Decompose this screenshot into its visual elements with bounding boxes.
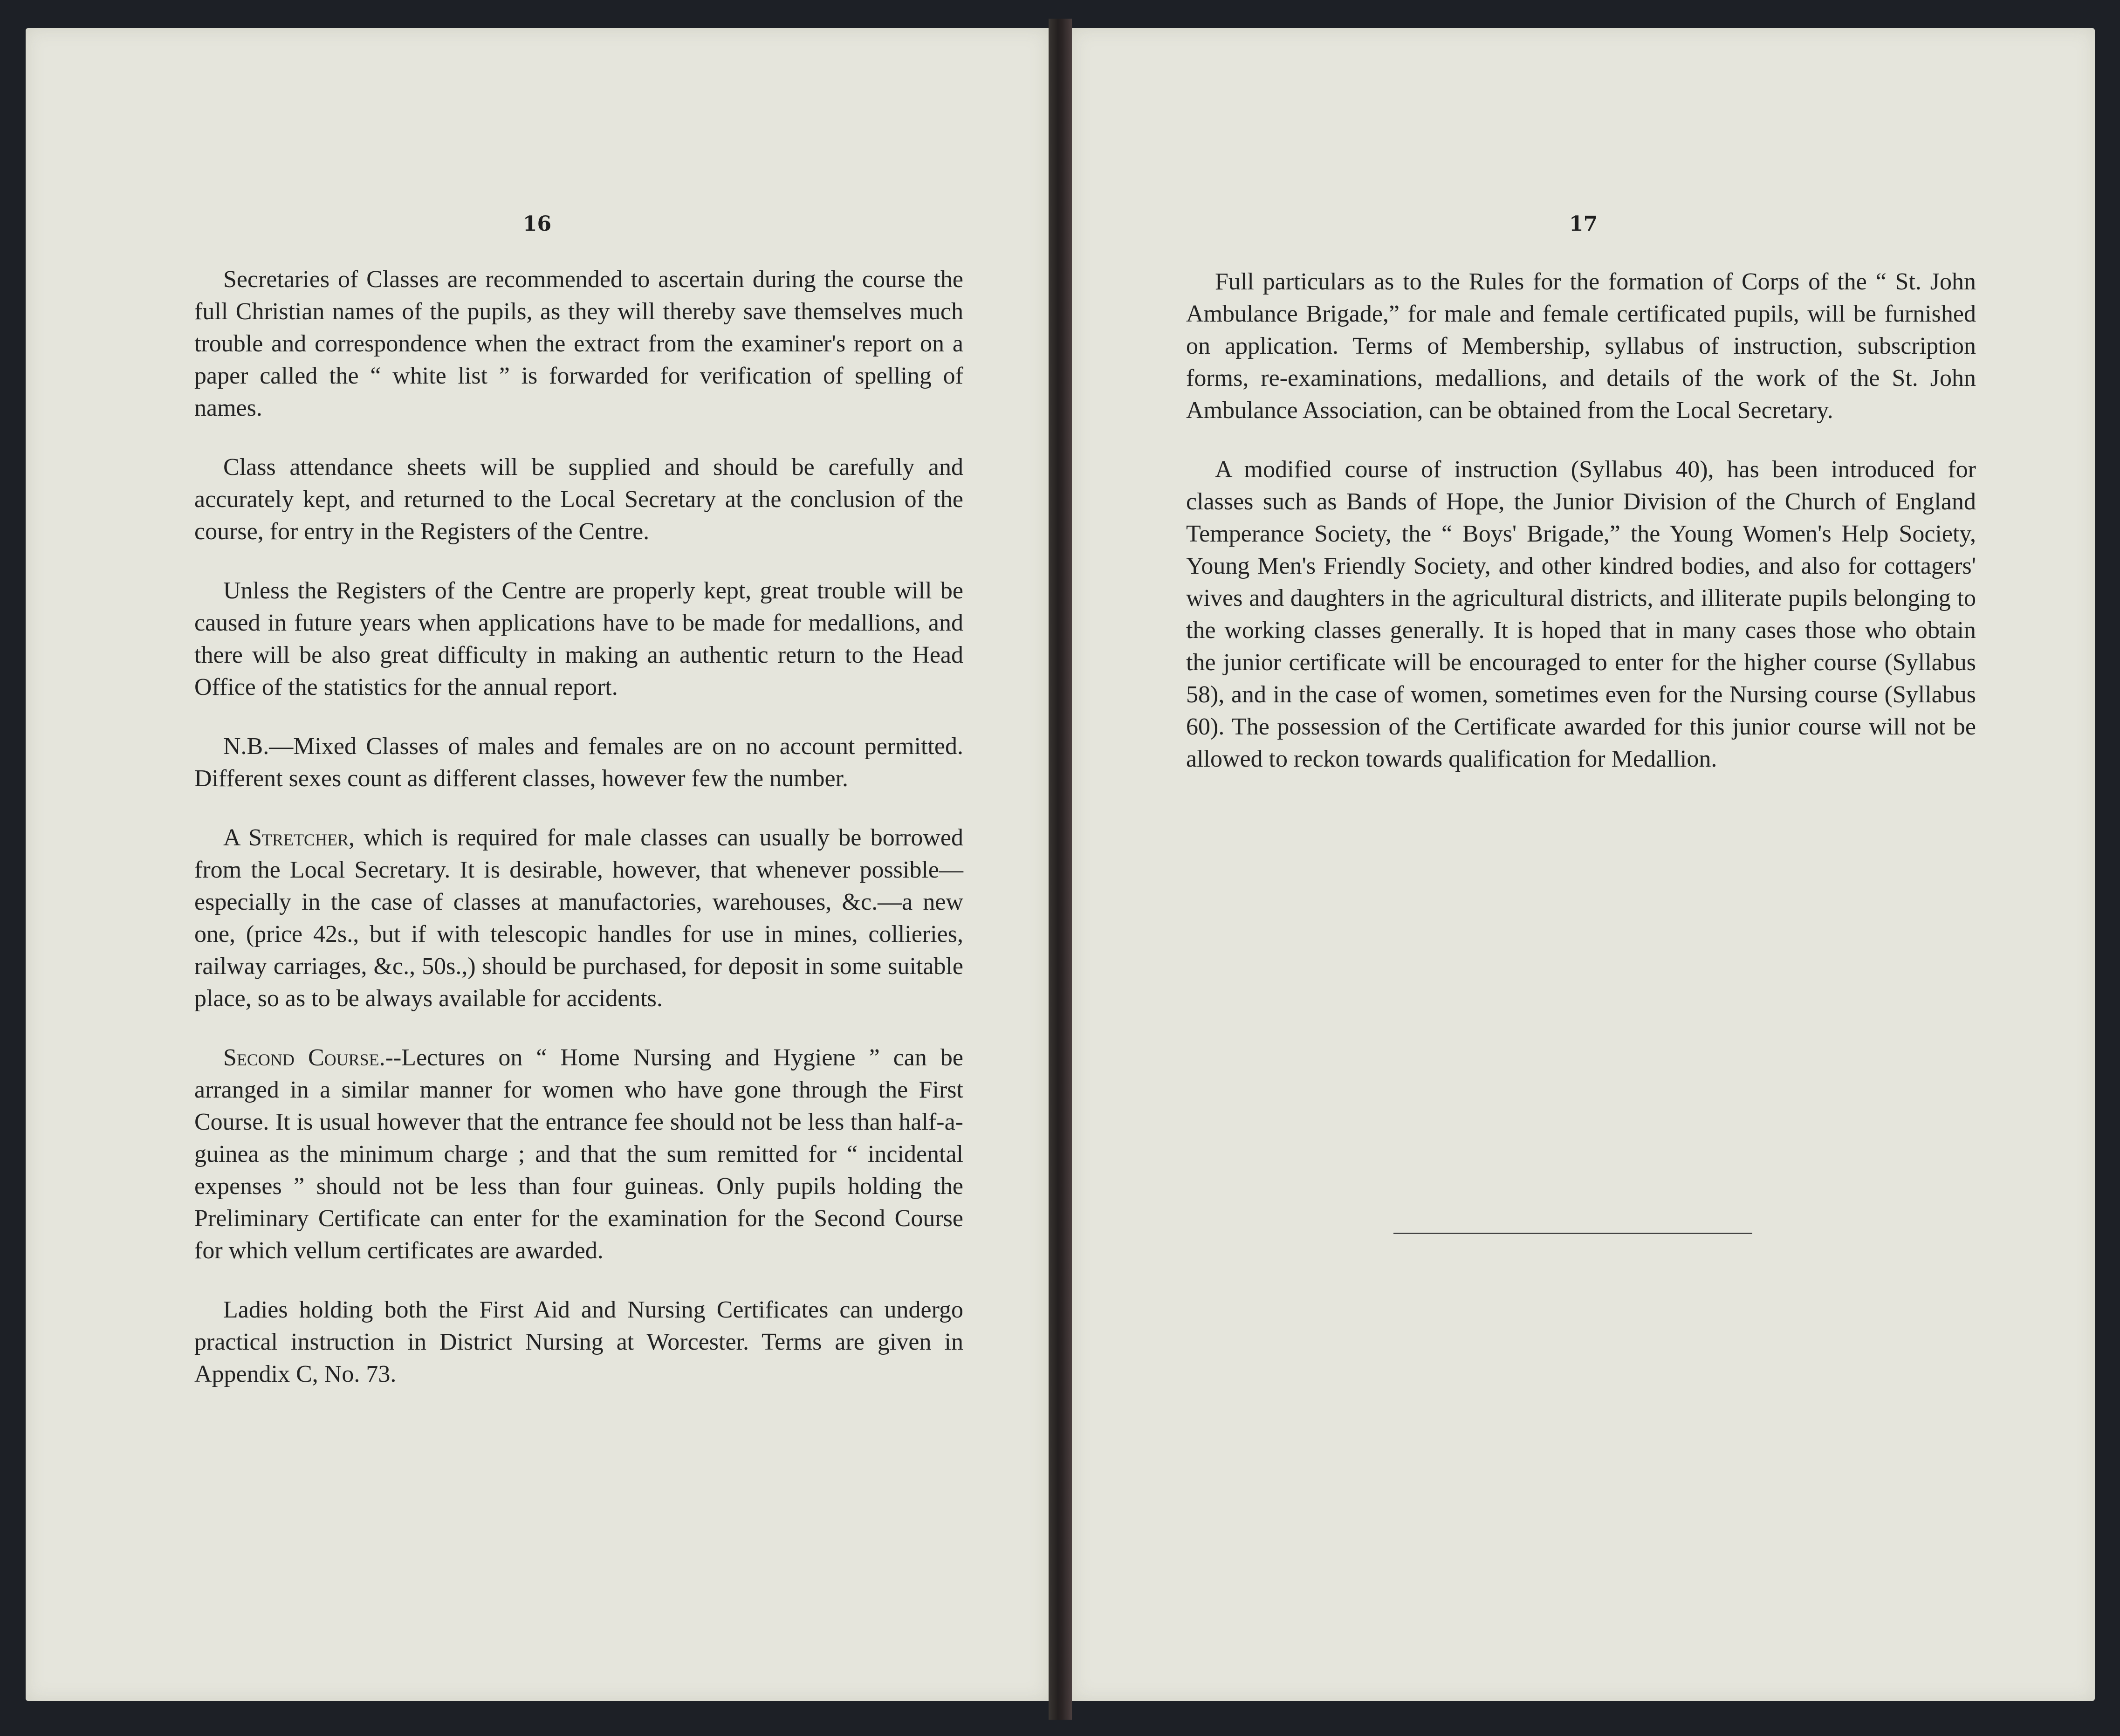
stretcher-heading: A Stretcher, — [223, 824, 355, 851]
left-page — [26, 28, 1049, 1701]
stretcher-text: which is required for male classes can usually be borrowed from the Local Secretary. It is desirable, however, that whenever possible—especially in the case of classes at manufactories, warehouses, &c.—a new one, (price 42s., but if with telescopic handles for use in mines, collieries, railway carriages, &c., 50s.,) should be purchased, for deposit in some suitable place, so as to be always available for accidents. — [194, 824, 963, 1012]
paragraph-secretaries: Secretaries of Classes are recommended to ascertain during the course the full Christian names of the pupils, as they will thereby save themselves much trouble and correspondence when the extract from the examiner's report on a paper called the “ white list ” is forwarded for verification of spelling of names. — [194, 266, 963, 421]
right-page-text — [1186, 266, 1976, 802]
paragraph-nb-mixed-classes: N.B.—Mixed Classes of males and females are on no account permitted. Different sexes count as different classes, however few the number. — [194, 733, 963, 792]
paragraph-modified-course: A modified course of instruction (Syllabus 40), has been introduced for classes such as Bands of Hope, the Junior Division of the Church of England Temperance Society, the “ Boys' Brigade,” the Young Women's Help Society, Young Men's Friendly Society, and other kindred bodies, and also for cottagers' wives and daughters in the agricultural districts, and illiterate pupils belonging to the working classes generally. It is hoped that in many cases those who obtain the junior certificate will be encouraged to enter for the higher course (Syllabus 58), and in the case of women, sometimes even for the Nursing course (Syllabus 60). The possession of the Certificate awarded for this junior course will not be allowed to reckon towards qualification for Medallion. — [1186, 456, 1976, 772]
page-number: 17 — [1569, 212, 1598, 236]
paragraph-registers: Unless the Registers of the Centre are properly kept, great trouble will be caused in future years when applications have to be made for medallions, and there will be also great difficulty in making an authentic return to the Head Office of the statistics for the annual report. — [194, 577, 963, 700]
page-number: 16 — [522, 212, 552, 236]
second-course-heading: Second Course. — [223, 1044, 385, 1071]
left-page-text — [194, 263, 963, 1417]
paragraph-second-course — [194, 1042, 963, 1267]
paragraph-attendance: Class attendance sheets will be supplied and should be carefully and accurately kept, and returned to the Local Secretary at the conclusion of the course, for entry in the Registers of the Centre. — [194, 454, 963, 545]
paragraph-brigade: Full particulars as to the Rules for the formation of Corps of the “ St. John Ambulance Brigade,” for male and female certificated pupils, will be furnished on application. Terms of Membership, syllabus of instruction, subscription forms, re-examinations, medallions, and details of the work of the St. John Ambulance Association, can be obtained from the Local Secretary. — [1186, 268, 1976, 424]
section-divider — [1393, 1233, 1752, 1234]
paragraph-stretcher — [194, 822, 963, 1015]
second-course-text: --Lectures on “ Home Nursing and Hygiene ” can be arranged in a similar manner for women who have gone through the First Course. It is usual however that the entrance fee should not be less than half-a-guinea as the minimum charge ; and that the sum remitted for “ incidental expenses ” should not be less than four guineas. Only pupils holding the Preliminary Certificate can enter for the examination for the Second Course for which vellum certificates are awarded. — [194, 1044, 963, 1264]
right-page — [1072, 28, 2095, 1701]
book-gutter — [1049, 19, 1072, 1720]
paragraph-district-nursing: Ladies holding both the First Aid and Nursing Certificates can undergo practical instruction in District Nursing at Worcester. Terms are given in Appendix C, No. 73. — [194, 1297, 963, 1387]
